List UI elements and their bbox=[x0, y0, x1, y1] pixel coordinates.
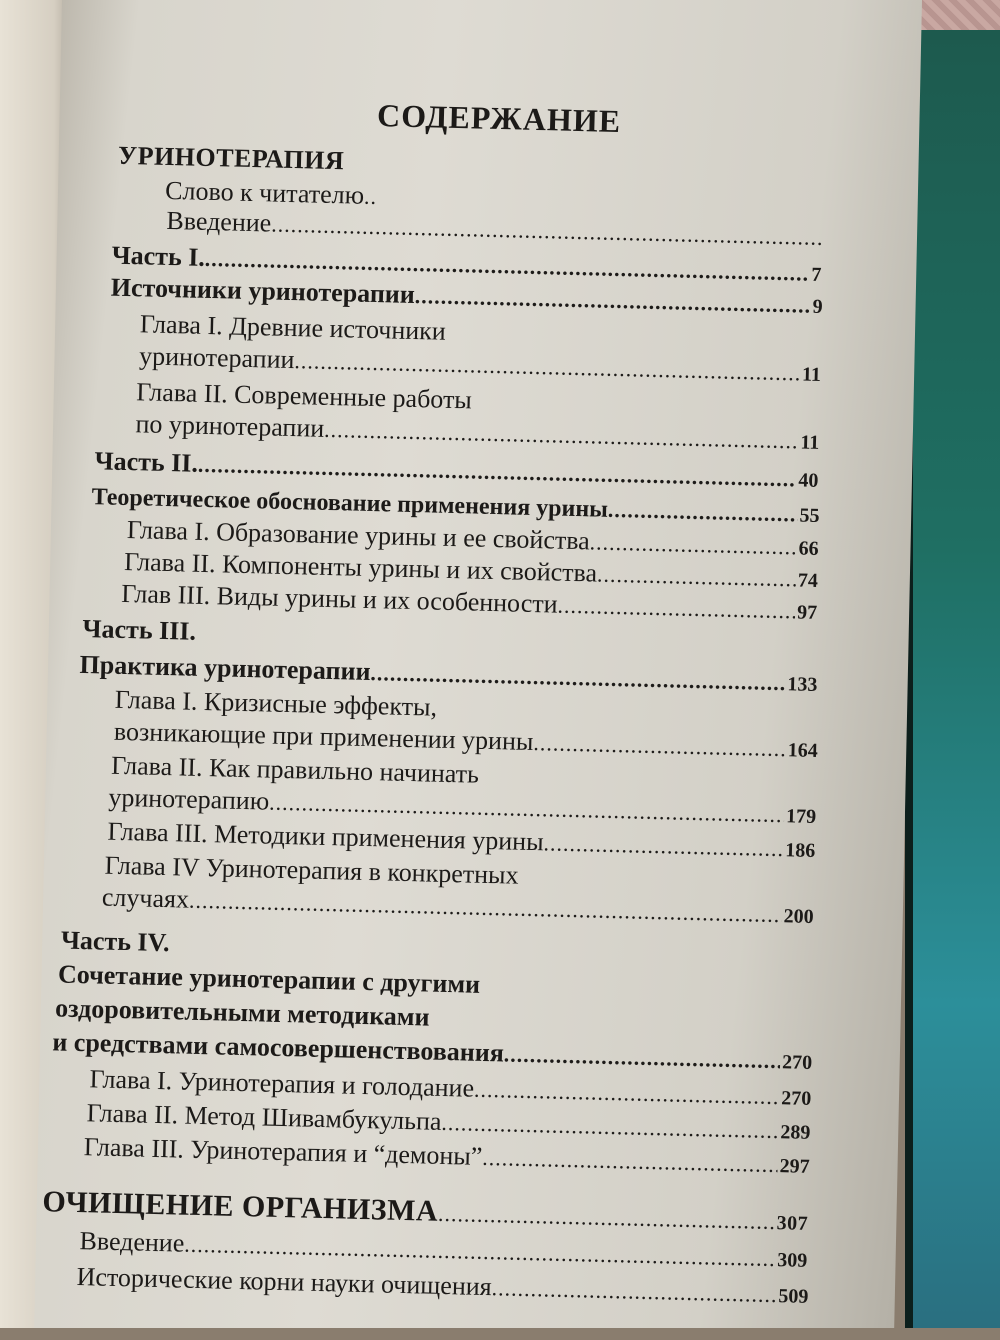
toc-entry-clean-intro: Введение ..... 309 bbox=[79, 1226, 808, 1276]
section-heading-cleansing: ОЧИЩЕНИЕ ОРГАНИЗМА ..... 307 bbox=[42, 1187, 809, 1239]
toc-entry-part2: Часть II. ..... 40 bbox=[94, 446, 819, 496]
toc-entry-p3c2-line1: Глава II. Как правильно начинать bbox=[110, 750, 480, 789]
toc-entry-part4-title-line1: Сочетание уринотерапии с другими bbox=[57, 959, 481, 999]
toc-entry-clean-history: Исторические корни науки очищения ..... 509 bbox=[76, 1262, 809, 1312]
toc-entry-part3: Часть III. bbox=[82, 613, 197, 646]
toc-entry-p2c1: Глава I. Образование урины и ее свойства ..... 66 bbox=[127, 515, 820, 564]
toc-entry-part4: Часть IV. bbox=[60, 925, 170, 958]
toc-entry-p3c4-line1: Глава IV Уринотерапия в конкретных bbox=[104, 850, 519, 890]
toc-entry-p3c1-line1: Глава I. Кризисные эффекты, bbox=[114, 684, 438, 722]
toc-entry-reader: Слово к читателю ..... bbox=[165, 176, 376, 212]
toc-entry-p1c1-line1: Глава I. Древние источники bbox=[139, 309, 447, 346]
toc-entry-p4c1: Глава I. Уринотерапия и голодание ..... 270 bbox=[89, 1064, 812, 1114]
toc-entry-part3-title: Практика уринотерапии ..... 133 bbox=[79, 650, 818, 700]
toc-entry-p1c2-line1: Глава II. Современные работы bbox=[135, 377, 473, 415]
page-title: СОДЕРЖАНИЕ bbox=[376, 97, 622, 139]
toc-entry-p3c3: Глава III. Методики применения урины ..... 186 bbox=[107, 817, 816, 866]
toc-entry-part1-title: Источники уринотерапии ..... 9 bbox=[110, 273, 823, 322]
toc-entry-p3c4: случаях ..... 200 bbox=[102, 883, 815, 932]
toc-entry-p3c1: возникающие при применении урины ..... 164 bbox=[114, 717, 819, 766]
section-heading-urinotherapy: УРИНОТЕРАПИЯ bbox=[117, 140, 345, 176]
toc-entry-p4c2: Глава II. Метод Шивамбукульпа ..... 289 bbox=[86, 1098, 811, 1148]
toc-entry-part2-title: Теоретическое обоснование применения урины ..... 55 bbox=[91, 482, 820, 531]
toc-entry-p1c2: по уринотерапии ..... 11 bbox=[135, 409, 820, 458]
toc-entry-part1: Часть I. ..... 7 bbox=[111, 241, 822, 290]
toc-entry-p2c2: Глава II. Компоненты урины и их свойства ..... 74 bbox=[124, 547, 819, 596]
toc-entry-intro: Введение ..... bbox=[166, 206, 825, 253]
toc-entry-p1c1: уринотерапии ..... 11 bbox=[139, 341, 822, 390]
toc-entry-p4c3: Глава III. Уринотерапия и “демоны” ..... 297 bbox=[83, 1132, 810, 1182]
toc-entry-part4-title-line2: оздоровительными методиками bbox=[54, 993, 430, 1032]
toc-entry-p3c2: уринотерапию ..... 179 bbox=[108, 783, 817, 832]
toc-entry-part4-title: и средствами самосовершенствования ..... 270 bbox=[52, 1027, 813, 1078]
toc-entry-p2c3: Глав III. Виды урины и их особенности ..... 97 bbox=[121, 579, 818, 628]
